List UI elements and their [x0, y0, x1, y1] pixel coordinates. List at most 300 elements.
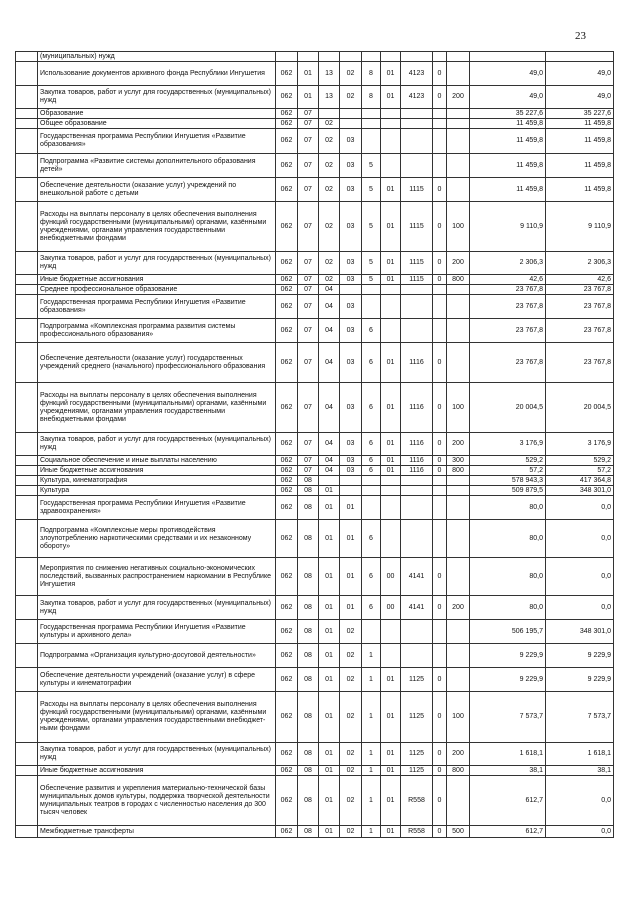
table-row — [16, 596, 614, 620]
code-cell: 062 — [276, 766, 298, 776]
row-margin-cell — [16, 826, 38, 838]
code-cell: 03 — [340, 343, 362, 383]
code-cell — [381, 476, 401, 486]
code-cell: 062 — [276, 743, 298, 766]
code-cell — [381, 119, 401, 129]
code-cell: 062 — [276, 178, 298, 202]
code-cell: 08 — [298, 776, 319, 826]
code-cell — [319, 109, 340, 119]
code-cell — [362, 129, 381, 154]
amount-cell-2: 11 459,8 — [546, 178, 614, 202]
table-row — [16, 476, 614, 486]
code-cell: 1 — [362, 644, 381, 668]
code-cell: 1116 — [401, 466, 433, 476]
code-cell: 800 — [447, 466, 470, 476]
code-cell: 0 — [433, 383, 447, 433]
code-cell: 07 — [298, 129, 319, 154]
code-cell — [381, 319, 401, 343]
amount-cell-2: 20 004,5 — [546, 383, 614, 433]
code-cell: 500 — [447, 826, 470, 838]
code-cell: 6 — [362, 520, 381, 558]
code-cell: 08 — [298, 596, 319, 620]
code-cell: 08 — [298, 826, 319, 838]
code-cell: 01 — [381, 178, 401, 202]
amount-cell-2: 9 229,9 — [546, 644, 614, 668]
code-cell: 1125 — [401, 668, 433, 692]
row-margin-cell — [16, 466, 38, 476]
code-cell: 07 — [298, 275, 319, 285]
code-cell: 01 — [319, 776, 340, 826]
code-cell: 062 — [276, 285, 298, 295]
code-cell — [447, 668, 470, 692]
row-margin-cell — [16, 668, 38, 692]
amount-cell-2: 11 459,8 — [546, 119, 614, 129]
row-name: Государственная программа Республики Ингушетия «Развитие здравоохранения» — [38, 496, 276, 520]
code-cell — [433, 129, 447, 154]
code-cell: 200 — [447, 743, 470, 766]
amount-cell-1: 35 227,6 — [470, 109, 546, 119]
row-name: Закупка товаров, работ и услуг для государственных (муниципальных) нужд — [38, 86, 276, 109]
code-cell — [319, 52, 340, 62]
code-cell: 0 — [433, 743, 447, 766]
amount-cell-1: 42,6 — [470, 275, 546, 285]
amount-cell-2: 35 227,6 — [546, 109, 614, 119]
code-cell — [401, 52, 433, 62]
code-cell: 4123 — [401, 86, 433, 109]
code-cell: 08 — [298, 743, 319, 766]
code-cell — [381, 486, 401, 496]
code-cell: 01 — [319, 620, 340, 644]
code-cell: 062 — [276, 466, 298, 476]
code-cell: 0 — [433, 668, 447, 692]
amount-cell-2: 38,1 — [546, 766, 614, 776]
code-cell: 300 — [447, 456, 470, 466]
code-cell: 01 — [340, 596, 362, 620]
code-cell: 01 — [381, 692, 401, 743]
code-cell: 03 — [340, 178, 362, 202]
row-name: Культура — [38, 486, 276, 496]
amount-cell-2: 0,0 — [546, 496, 614, 520]
code-cell — [381, 496, 401, 520]
row-margin-cell — [16, 496, 38, 520]
code-cell — [401, 520, 433, 558]
amount-cell-1: 3 176,9 — [470, 433, 546, 456]
amount-cell-2: 348 301,0 — [546, 486, 614, 496]
code-cell: 0 — [433, 766, 447, 776]
amount-cell-1: 7 573,7 — [470, 692, 546, 743]
code-cell — [401, 109, 433, 119]
code-cell: 0 — [433, 202, 447, 252]
row-margin-cell — [16, 486, 38, 496]
table-row — [16, 275, 614, 285]
code-cell: 08 — [298, 692, 319, 743]
code-cell: 6 — [362, 319, 381, 343]
amount-cell-1: 612,7 — [470, 826, 546, 838]
row-name: Обеспечение деятельности (оказание услуг) учреждений по внешкольной работе с детьми — [38, 178, 276, 202]
amount-cell-2: 2 306,3 — [546, 252, 614, 275]
code-cell — [447, 486, 470, 496]
row-name: (муниципальных) нужд — [38, 52, 276, 62]
code-cell: 1125 — [401, 743, 433, 766]
code-cell: 4141 — [401, 558, 433, 596]
code-cell: 062 — [276, 252, 298, 275]
row-name: Закупка товаров, работ и услуг для государственных (муниципальных) нужд — [38, 433, 276, 456]
code-cell: 01 — [381, 275, 401, 285]
code-cell — [401, 119, 433, 129]
code-cell: 0 — [433, 275, 447, 285]
code-cell: 07 — [298, 433, 319, 456]
amount-cell-1: 9 229,9 — [470, 644, 546, 668]
code-cell: 01 — [340, 520, 362, 558]
row-margin-cell — [16, 476, 38, 486]
code-cell — [381, 620, 401, 644]
amount-cell-2: 23 767,8 — [546, 295, 614, 319]
code-cell: 0 — [433, 343, 447, 383]
amount-cell-2: 417 364,8 — [546, 476, 614, 486]
code-cell — [340, 109, 362, 119]
code-cell: 07 — [298, 285, 319, 295]
code-cell: 200 — [447, 252, 470, 275]
code-cell: 03 — [340, 466, 362, 476]
code-cell — [340, 119, 362, 129]
amount-cell-1: 23 767,8 — [470, 295, 546, 319]
row-name: Обеспечение деятельности учреждений (оказание услуг) в сфере культуры и кинематографии — [38, 668, 276, 692]
table-row — [16, 644, 614, 668]
code-cell: 08 — [298, 520, 319, 558]
row-margin-cell — [16, 52, 38, 62]
table-row — [16, 558, 614, 596]
code-cell: 0 — [433, 558, 447, 596]
code-cell — [447, 52, 470, 62]
code-cell — [362, 486, 381, 496]
code-cell: 02 — [340, 86, 362, 109]
code-cell — [381, 520, 401, 558]
amount-cell-1: 23 767,8 — [470, 285, 546, 295]
code-cell: 0 — [433, 252, 447, 275]
code-cell — [433, 52, 447, 62]
code-cell: 02 — [319, 202, 340, 252]
code-cell — [447, 496, 470, 520]
code-cell — [340, 52, 362, 62]
table-row — [16, 52, 614, 62]
code-cell — [433, 476, 447, 486]
row-name: Культура, кинематография — [38, 476, 276, 486]
table-row — [16, 252, 614, 275]
code-cell — [447, 520, 470, 558]
amount-cell-2: 49,0 — [546, 62, 614, 86]
table-row — [16, 62, 614, 86]
code-cell — [447, 154, 470, 178]
amount-cell-2: 0,0 — [546, 826, 614, 838]
row-margin-cell — [16, 620, 38, 644]
code-cell: 0 — [433, 466, 447, 476]
code-cell: 0 — [433, 86, 447, 109]
amount-cell-2: 49,0 — [546, 86, 614, 109]
code-cell — [401, 154, 433, 178]
row-margin-cell — [16, 596, 38, 620]
code-cell — [319, 476, 340, 486]
code-cell — [447, 476, 470, 486]
code-cell: 03 — [340, 275, 362, 285]
code-cell — [433, 119, 447, 129]
code-cell: 02 — [340, 776, 362, 826]
code-cell — [340, 285, 362, 295]
code-cell: 01 — [319, 743, 340, 766]
code-cell: 04 — [319, 456, 340, 466]
amount-cell-2: 23 767,8 — [546, 343, 614, 383]
code-cell: 0 — [433, 433, 447, 456]
table-row — [16, 776, 614, 826]
code-cell — [401, 319, 433, 343]
amount-cell-2: 23 767,8 — [546, 319, 614, 343]
table-row — [16, 285, 614, 295]
code-cell: 03 — [340, 252, 362, 275]
row-margin-cell — [16, 692, 38, 743]
table-row — [16, 466, 614, 476]
amount-cell-1: 506 195,7 — [470, 620, 546, 644]
code-cell: 02 — [340, 692, 362, 743]
code-cell: 01 — [381, 86, 401, 109]
code-cell: 4123 — [401, 62, 433, 86]
code-cell: 03 — [340, 295, 362, 319]
code-cell: 1116 — [401, 343, 433, 383]
table-row — [16, 86, 614, 109]
row-name: Иные бюджетные ассигнования — [38, 766, 276, 776]
code-cell: R558 — [401, 826, 433, 838]
code-cell: 062 — [276, 343, 298, 383]
row-name: Закупка товаров, работ и услуг для государственных (муниципальных) нужд — [38, 596, 276, 620]
amount-cell-1: 11 459,8 — [470, 119, 546, 129]
row-name: Среднее профессиональное образование — [38, 285, 276, 295]
row-margin-cell — [16, 319, 38, 343]
code-cell: 04 — [319, 285, 340, 295]
code-cell: 0 — [433, 596, 447, 620]
code-cell: 03 — [340, 383, 362, 433]
code-cell: 13 — [319, 62, 340, 86]
code-cell: 03 — [340, 433, 362, 456]
code-cell: 01 — [381, 433, 401, 456]
code-cell: 04 — [319, 433, 340, 456]
code-cell: 6 — [362, 466, 381, 476]
code-cell: 1115 — [401, 178, 433, 202]
amount-cell-1: 2 306,3 — [470, 252, 546, 275]
code-cell: 01 — [319, 486, 340, 496]
table-row — [16, 620, 614, 644]
amount-cell-1: 11 459,8 — [470, 178, 546, 202]
code-cell: 02 — [340, 620, 362, 644]
code-cell — [401, 295, 433, 319]
code-cell: 04 — [319, 295, 340, 319]
amount-cell-1: 1 618,1 — [470, 743, 546, 766]
amount-cell-2: 7 573,7 — [546, 692, 614, 743]
code-cell — [340, 476, 362, 486]
code-cell: 01 — [381, 252, 401, 275]
row-margin-cell — [16, 154, 38, 178]
code-cell — [362, 109, 381, 119]
budget-table — [15, 51, 614, 838]
code-cell: 04 — [319, 343, 340, 383]
code-cell: 6 — [362, 343, 381, 383]
code-cell: 01 — [298, 86, 319, 109]
code-cell: 02 — [319, 252, 340, 275]
code-cell — [447, 62, 470, 86]
code-cell: 02 — [340, 62, 362, 86]
row-name: Обеспечение развития и укрепления материально-технической базы муниципальных домов культуры, поддержка творческой деятельности муниципальных театров в городах с численностью населения до 300 тысяч человек — [38, 776, 276, 826]
code-cell — [401, 644, 433, 668]
amount-cell-1: 80,0 — [470, 596, 546, 620]
code-cell: 062 — [276, 202, 298, 252]
code-cell: 100 — [447, 383, 470, 433]
code-cell: 00 — [381, 558, 401, 596]
code-cell: 062 — [276, 129, 298, 154]
code-cell: 062 — [276, 319, 298, 343]
code-cell: 01 — [381, 826, 401, 838]
code-cell — [401, 285, 433, 295]
code-cell: 062 — [276, 620, 298, 644]
table-row — [16, 668, 614, 692]
code-cell: 062 — [276, 776, 298, 826]
code-cell: 07 — [298, 343, 319, 383]
code-cell — [401, 486, 433, 496]
code-cell: 03 — [340, 154, 362, 178]
table-row — [16, 496, 614, 520]
code-cell — [447, 343, 470, 383]
table-row — [16, 383, 614, 433]
code-cell: 08 — [298, 496, 319, 520]
code-cell: 01 — [319, 766, 340, 776]
row-name: Межбюджетные трансферты — [38, 826, 276, 838]
code-cell — [340, 486, 362, 496]
row-name: Закупка товаров, работ и услуг для государственных (муниципальных) нужд — [38, 743, 276, 766]
code-cell: 062 — [276, 476, 298, 486]
amount-cell-1: 11 459,8 — [470, 129, 546, 154]
code-cell: 01 — [381, 202, 401, 252]
row-margin-cell — [16, 644, 38, 668]
code-cell: 07 — [298, 178, 319, 202]
amount-cell-2: 0,0 — [546, 596, 614, 620]
table-row — [16, 119, 614, 129]
code-cell — [447, 319, 470, 343]
code-cell: 02 — [340, 743, 362, 766]
code-cell: 8 — [362, 62, 381, 86]
table-row — [16, 692, 614, 743]
code-cell: 08 — [298, 486, 319, 496]
code-cell: 1 — [362, 668, 381, 692]
code-cell: 1 — [362, 826, 381, 838]
row-name: Использование документов архивного фонда Республики Ингушетия — [38, 62, 276, 86]
code-cell — [362, 52, 381, 62]
code-cell — [276, 52, 298, 62]
amount-cell-2: 42,6 — [546, 275, 614, 285]
code-cell — [433, 295, 447, 319]
code-cell — [362, 295, 381, 319]
code-cell — [447, 295, 470, 319]
code-cell: 01 — [319, 596, 340, 620]
code-cell: 8 — [362, 86, 381, 109]
code-cell — [433, 285, 447, 295]
code-cell: 07 — [298, 252, 319, 275]
code-cell: 062 — [276, 692, 298, 743]
amount-cell-2: 0,0 — [546, 520, 614, 558]
code-cell: 01 — [381, 466, 401, 476]
code-cell: 5 — [362, 154, 381, 178]
code-cell: 07 — [298, 109, 319, 119]
amount-cell-2: 11 459,8 — [546, 129, 614, 154]
amount-cell-1: 38,1 — [470, 766, 546, 776]
code-cell: 062 — [276, 62, 298, 86]
code-cell: 5 — [362, 178, 381, 202]
code-cell: 02 — [340, 668, 362, 692]
row-margin-cell — [16, 252, 38, 275]
code-cell — [433, 154, 447, 178]
code-cell: 1116 — [401, 433, 433, 456]
code-cell: 03 — [340, 456, 362, 466]
code-cell: 5 — [362, 275, 381, 285]
code-cell — [362, 620, 381, 644]
code-cell — [447, 776, 470, 826]
code-cell: 08 — [298, 766, 319, 776]
row-name: Образование — [38, 109, 276, 119]
row-margin-cell — [16, 129, 38, 154]
code-cell: 01 — [319, 826, 340, 838]
row-margin-cell — [16, 62, 38, 86]
row-name: Подпрограмма «Комплексная программа развития системы профессионального образования» — [38, 319, 276, 343]
code-cell: 02 — [319, 275, 340, 285]
code-cell — [381, 644, 401, 668]
table-row — [16, 766, 614, 776]
code-cell — [362, 285, 381, 295]
code-cell — [381, 285, 401, 295]
row-margin-cell — [16, 520, 38, 558]
code-cell — [447, 285, 470, 295]
code-cell: 1115 — [401, 275, 433, 285]
code-cell: 4141 — [401, 596, 433, 620]
code-cell: 02 — [340, 766, 362, 776]
code-cell — [362, 119, 381, 129]
code-cell: 13 — [319, 86, 340, 109]
amount-cell-1: 529,2 — [470, 456, 546, 466]
table-row — [16, 129, 614, 154]
code-cell — [401, 620, 433, 644]
amount-cell-1: 23 767,8 — [470, 343, 546, 383]
code-cell: 6 — [362, 558, 381, 596]
code-cell — [447, 620, 470, 644]
code-cell: 01 — [381, 776, 401, 826]
code-cell: 01 — [319, 496, 340, 520]
code-cell: 5 — [362, 202, 381, 252]
amount-cell-1: 9 229,9 — [470, 668, 546, 692]
code-cell: 02 — [319, 154, 340, 178]
row-name: Расходы на выплаты персоналу в целях обеспечения выполнения функций государственными (муниципальными) органами, казёнными учреждениями, органами управления государственными внебюджетными фондами — [38, 383, 276, 433]
table-row — [16, 826, 614, 838]
table-row — [16, 343, 614, 383]
code-cell: 01 — [381, 62, 401, 86]
row-margin-cell — [16, 295, 38, 319]
row-margin-cell — [16, 766, 38, 776]
row-name: Иные бюджетные ассигнования — [38, 466, 276, 476]
amount-cell-2: 0,0 — [546, 776, 614, 826]
amount-cell-2: 9 229,9 — [546, 668, 614, 692]
code-cell: 6 — [362, 433, 381, 456]
code-cell: 02 — [319, 119, 340, 129]
row-margin-cell — [16, 109, 38, 119]
code-cell — [447, 109, 470, 119]
code-cell: 800 — [447, 275, 470, 285]
code-cell: 062 — [276, 486, 298, 496]
table-row — [16, 520, 614, 558]
amount-cell-1: 20 004,5 — [470, 383, 546, 433]
code-cell: 01 — [381, 743, 401, 766]
